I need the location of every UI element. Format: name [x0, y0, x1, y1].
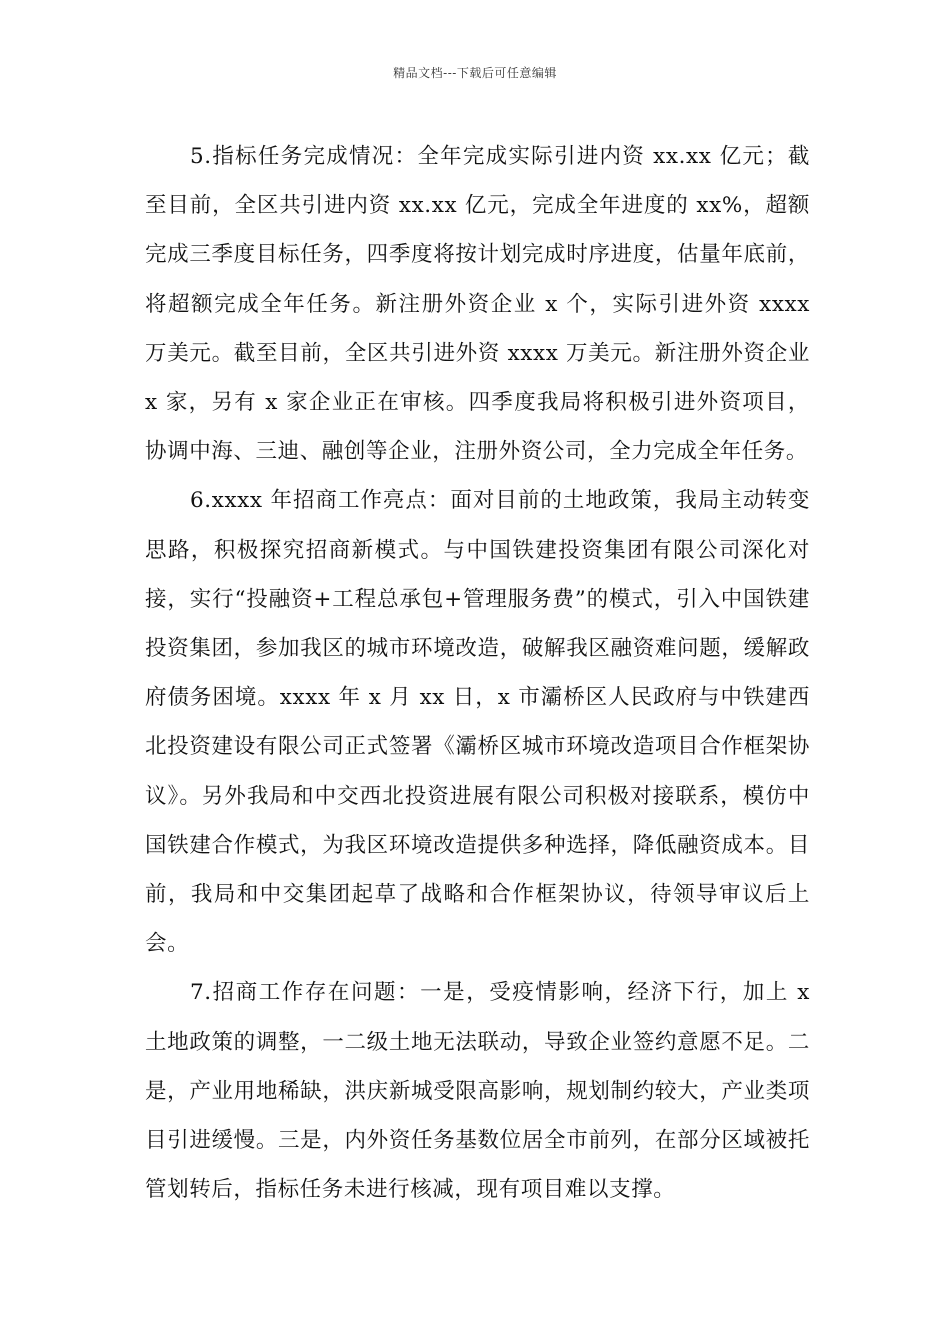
document-body: [145, 132, 810, 1214]
paragraph-item-6: 6.xxxx 年招商工作亮点：面对目前的土地政策，我局主动转变思路，积极探究招商新模式。与中国铁建投资集团有限公司深化对接，实行“投融资+工程总承包+管理服务费”的模式，引入中国铁建投资集团，参加我区的城市环境改造，破解我区融资难问题，缓解政府债务困境。xxxx 年 x 月 xx 日，x 市灞桥区人民政府与中铁建西北投资建设有限公司正式签署《灞桥区城市环境改造项目合作框架协议》。另外我局和中交西北投资进展有限公司积极对接联系，模仿中国铁建合作模式，为我区环境改造提供多种选择，降低融资成本。目前，我局和中交集团起草了战略和合作框架协议，待领导审议后上会。: [145, 488, 810, 957]
paragraph-item-7: 7.招商工作存在问题：一是，受疫情影响，经济下行，加上 x 土地政策的调整，一二级土地无法联动，导致企业签约意愿不足。二是，产业用地稀缺，洪庆新城受限高影响，规划制约较大，产业类项目引进缓慢。三是，内外资任务基数位居全市前列，在部分区域被托管划转后，指标任务未进行核减，现有项目难以支撑。: [145, 980, 811, 1203]
page-header: 精品文档---下载后可任意编辑: [393, 66, 557, 80]
paragraph-item-5: 5.指标任务完成情况：全年完成实际引进内资 xx.xx 亿元；截至目前，全区共引进内资 xx.xx 亿元，完成全年进度的 xx%，超额完成三季度目标任务，四季度将按计划完成时序进度，估量年底前，将超额完成全年任务。新注册外资企业 x 个，实际引进外资 xxxx 万美元。截至目前，全区共引进外资 xxxx 万美元。新注册外资企业 x 家，另有 x 家企业正在审核。四季度我局将积极引进外资项目，协调中海、三迪、融创等企业，注册外资公司，全力完成全年任务。: [145, 144, 810, 465]
